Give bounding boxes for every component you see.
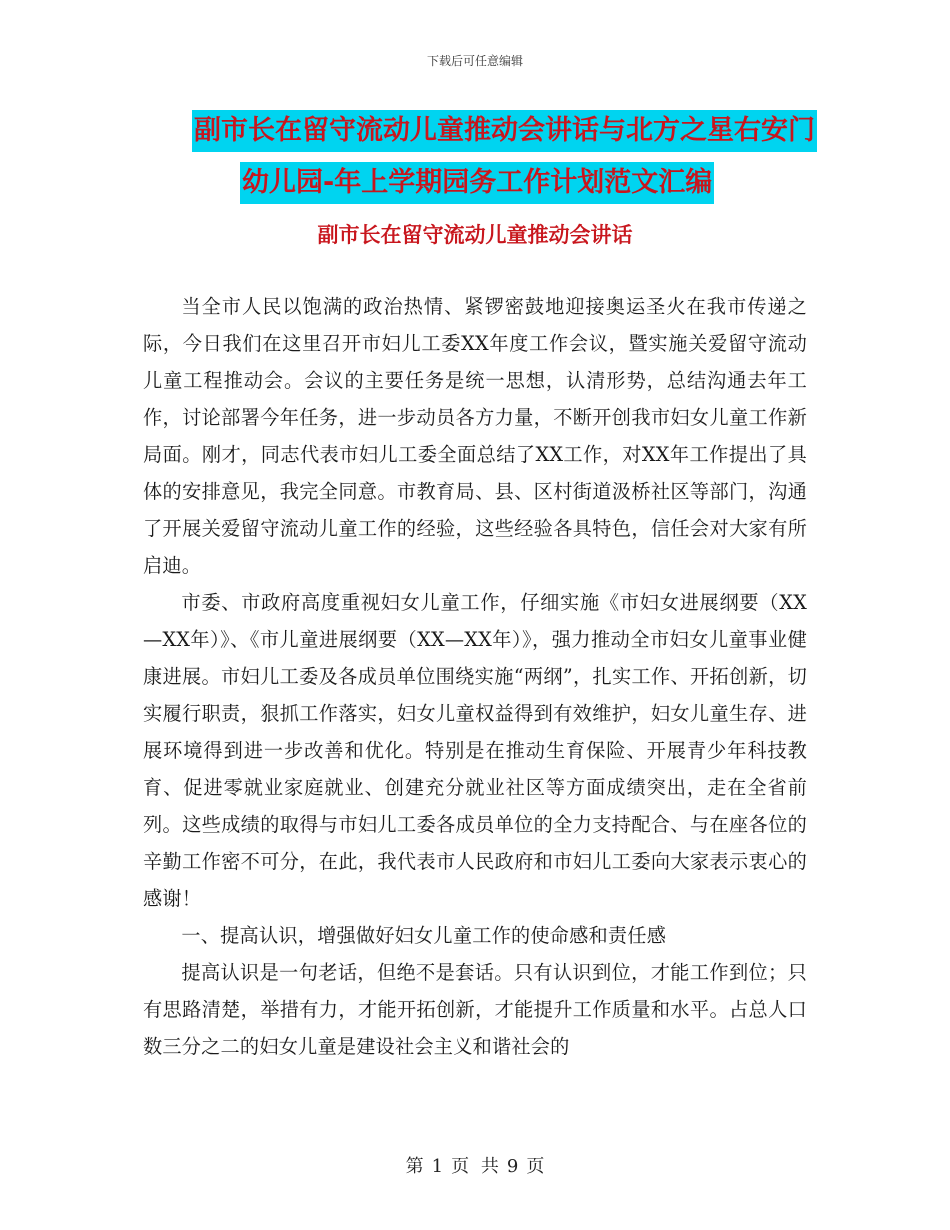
document-body [143,288,807,1065]
body-paragraph-3: 提高认识是一句老话，但绝不是套话。只有认识到位，才能工作到位；只有思路清楚，举措有力，才能开拓创新，才能提升工作质量和水平。占总人口数三分之二的妇女儿童是建设社会主义和谐社会的 [143,961,807,1058]
page-label-suffix: 页 [526,1156,545,1177]
document-title-line-1: 副市长在留守流动儿童推动会讲话与北方之星右安门 [192,110,817,152]
page-label-prefix: 第 [405,1156,424,1177]
body-paragraph-2: 市委、市政府高度重视妇女儿童工作，仔细实施《市妇女进展纲要（XX—XX年）》、《市儿童进展纲要（XX—XX年）》，强力推动全市妇女儿童事业健康进展。市妇儿工委及各成员单位围绕实施“两纲”，扎实工作、开拓创新，切实履行职责，狠抓工作落实，妇女儿童权益得到有效维护，妇女儿童生存、进展环境得到进一步改善和优化。特别是在推动生育保险、开展青少年科技教育、促进零就业家庭就业、创建充分就业社区等方面成绩突出，走在全省前列。这些成绩的取得与市妇儿工委各成员单位的全力支持配合、与在座各位的辛勤工作密不可分，在此，我代表市人民政府和市妇儿工委向大家表示衷心的感谢！ [143,591,807,910]
section-heading-1: 一、提高认识，增强做好妇女儿童工作的使命感和责任感 [181,924,667,947]
document-title-line-2: 幼儿园-年上学期园务工作计划范文汇编 [240,162,714,204]
total-pages-number: 9 [506,1156,519,1177]
current-page-number: 1 [431,1156,444,1177]
section-title: 副市长在留守流动儿童推动会讲话 [317,223,633,247]
page-footer [0,1152,950,1178]
body-paragraph-1: 当全市人民以饱满的政治热情、紧锣密鼓地迎接奥运圣火在我市传递之际，今日我们在这里召开市妇儿工委XX年度工作会议，暨实施关爱留守流动儿童工程推动会。会议的主要任务是统一思想，认清形势，总结沟通去年工作，讨论部署今年任务，进一步动员各方力量，不断开创我市妇女儿童工作新局面。刚才，同志代表市妇儿工委全面总结了XX工作，对XX年工作提出了具体的安排意见，我完全同意。市教育局、县、区村街道汲桥社区等部门，沟通了开展关爱留守流动儿童工作的经验，这些经验各具特色，信任会对大家有所启迪。 [143,295,807,577]
page-label-mid: 页 共 [451,1156,499,1177]
page-header-note: 下载后可任意编辑 [426,54,523,68]
document-title [192,110,815,204]
